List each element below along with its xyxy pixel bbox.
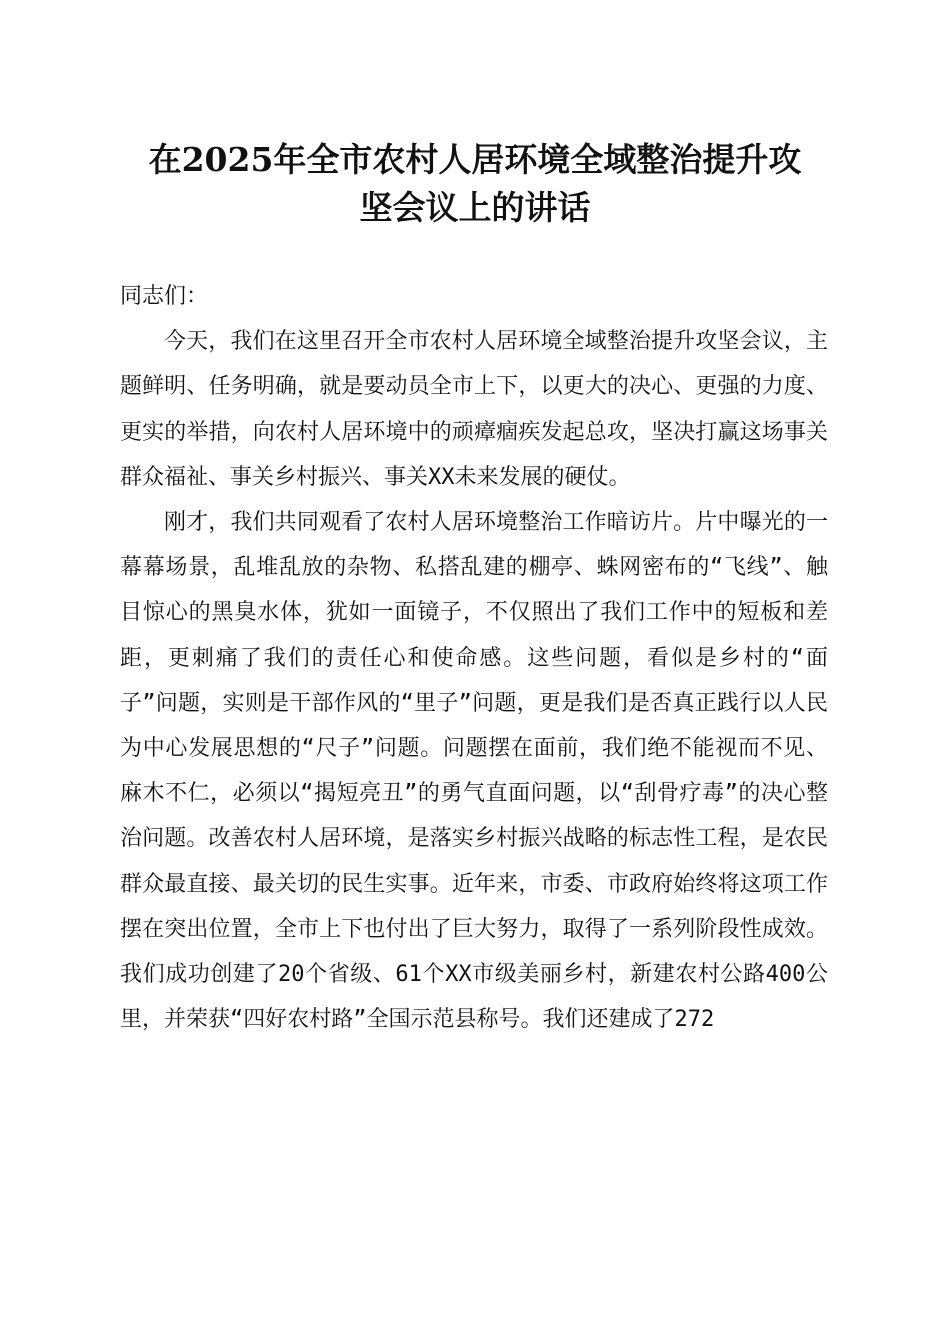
paragraph-2: 刚才，我们共同观看了农村人居环境整治工作暗访片。片中曝光的一幕幕场景，乱堆乱放的杂物、私搭乱建的棚亭、蛛网密布的“飞线”、触目惊心的黑臭水体，犹如一面镜子，不仅照出了我们工作中的短板和差距，更刺痛了我们的责任心和使命感。这些问题，看似是乡村的“面子”问题，实则是干部作风的“里子”问题，更是我们是否真正践行以人民为中心发展思想的“尺子”问题。问题摆在面前，我们绝不能视而不见、麻木不仁，必须以“揭短亮丑”的勇气直面问题，以“刮骨疗毒”的决心整治问题。改善农村人居环境，是落实乡村振兴战略的标志性工程，是农民群众最直接、最关切的民生实事。近年来，市委、市政府始终将这项工作摆在突出位置，全市上下也付出了巨大努力，取得了一系列阶段性成效。我们成功创建了20个省级、61个XX市级美丽乡村，新建农村公路400公里，并荣获“四好农村路”全国示范县称号。我们还建成了272 <box>120 510 828 1033</box>
paragraph-1: 今天，我们在这里召开全市农村人居环境全域整治提升攻坚会议，主题鲜明、任务明确，就是要动员全市上下，以更大的决心、更强的力度、更实的举措，向农村人居环境中的顽瘴痼疾发起总攻，坚决打赢这场事关群众福祉、事关乡村振兴、事关XX未来发展的硬仗。 <box>120 329 828 490</box>
title-line-2: 坚会议上的讲话 <box>359 188 591 227</box>
document-body <box>120 274 828 1042</box>
salutation: 同志们： <box>120 284 209 309</box>
document-title <box>100 136 850 232</box>
title-line-1: 在2025年全市农村人居环境全域整治提升攻 <box>148 140 802 179</box>
